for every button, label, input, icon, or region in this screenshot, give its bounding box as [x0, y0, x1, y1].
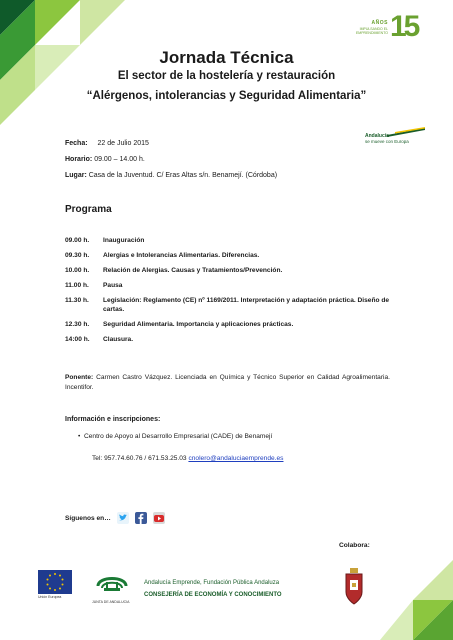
- cade-text: Centro de Apoyo al Desarrollo Empresarial (CADE) de Benamejí: [83, 433, 273, 440]
- informacion-bullet: [78, 433, 272, 440]
- eu-caption: Unión Europea: [38, 595, 62, 599]
- agenda-item: [65, 320, 395, 329]
- agenda-time: 12.30 h.: [65, 321, 90, 328]
- contact-line: [92, 455, 283, 462]
- agenda-time: 11.30 h.: [65, 297, 89, 304]
- agenda-text: Pausa: [103, 282, 123, 289]
- horario-label: Horario:: [65, 156, 93, 163]
- agenda-text: Seguridad Alimentaria. Importancia y aplicaciones prácticas.: [103, 321, 294, 328]
- fecha-line: [65, 139, 149, 149]
- agenda-item: [65, 266, 395, 275]
- telephone-text: Tel: 957.74.60.76 / 671.53.25.03: [92, 455, 187, 462]
- logo-years-label: AÑOS: [371, 20, 388, 26]
- horario-line: [65, 155, 145, 165]
- fecha-label: Fecha:: [65, 140, 88, 147]
- page-subtitle: El sector de la hostelería y restauración: [117, 70, 336, 82]
- lugar-label: Lugar:: [65, 172, 87, 179]
- agenda-item: [65, 281, 395, 290]
- agenda-text: Alergias e Intolerancias Alimentarias. Diferencias.: [103, 252, 260, 259]
- social-label: Síguenos en…: [65, 514, 111, 522]
- informacion-heading: Información e inscripciones:: [65, 416, 161, 423]
- corner-decoration-bottom-right: [380, 560, 453, 640]
- programa-heading: Programa: [65, 204, 112, 215]
- agenda-list: [65, 236, 395, 350]
- andalucia-emprende-text: Andalucía Emprende, Fundación Pública Andaluza: [144, 580, 280, 586]
- andalucia-logo-line2: se mueve con Europa: [365, 139, 409, 144]
- logo-years-sub: IMPULSANDO EL EMPRENDIMIENTO: [355, 27, 388, 35]
- agenda-item: [65, 296, 395, 314]
- agenda-text: Clausura.: [103, 336, 134, 343]
- junta-andalucia-logo: [92, 568, 132, 602]
- bullet-dot-icon: •: [78, 433, 81, 440]
- eu-flag-logo: [38, 570, 72, 594]
- social-bar: [65, 512, 165, 524]
- agenda-time: 09.30 h.: [65, 252, 90, 259]
- twitter-icon[interactable]: [117, 512, 129, 524]
- agenda-text: Inauguración: [103, 237, 145, 244]
- agenda-item: [65, 236, 395, 245]
- consejeria-text: CONSEJERÍA DE ECONOMÍA Y CONOCIMIENTO: [144, 592, 282, 598]
- agenda-time: 11.00 h.: [65, 282, 89, 289]
- fecha-value: 22 de Julio 2015: [97, 140, 149, 147]
- fifteen-years-logo: [340, 12, 430, 48]
- benameji-coat-of-arms-logo: [344, 568, 364, 606]
- agenda-time: 14:00 h.: [65, 336, 90, 343]
- youtube-icon[interactable]: [153, 512, 165, 524]
- email-link[interactable]: cnolero@andaluciaemprende.es: [188, 455, 284, 462]
- agenda-time: 09.00 h.: [65, 237, 90, 244]
- agenda-item: [65, 251, 395, 260]
- lugar-value: Casa de la Juventud. C/ Eras Altas s/n. Benamejí. (Córdoba): [88, 172, 278, 179]
- logo-years-number: 15: [390, 10, 418, 43]
- page-title: Jornada Técnica: [159, 48, 294, 67]
- lugar-line: [65, 171, 277, 181]
- agenda-time: 10.00 h.: [65, 267, 90, 274]
- andalucia-logo-line1: Andalucía: [365, 133, 389, 139]
- page-subtitle-topic: “Alérgenos, intolerancias y Seguridad Alimentaria”: [86, 90, 367, 102]
- agenda-item: [65, 335, 395, 344]
- facebook-icon[interactable]: [135, 512, 147, 524]
- ponente-text: Carmen Castro Vázquez. Licenciada en Química y Técnico Superior en Calidad Agroalimentaria. Incentifor.: [65, 374, 390, 391]
- andalucia-europa-logo: [365, 124, 427, 154]
- agenda-text: Relación de Alergias. Causas y Tratamientos/Prevención.: [103, 267, 283, 274]
- colabora-label: Colabora:: [339, 542, 370, 549]
- junta-caption: JUNTA DE ANDALUCIA: [92, 600, 130, 604]
- horario-value: 09.00 – 14.00 h.: [94, 156, 145, 163]
- ponente-label: Ponente:: [65, 374, 94, 381]
- ponente-block: [65, 373, 390, 393]
- agenda-text: Legislación: Reglamento (CE) nº 1169/2011. Interpretación y adaptación práctica. Diseño de cartas.: [103, 297, 390, 313]
